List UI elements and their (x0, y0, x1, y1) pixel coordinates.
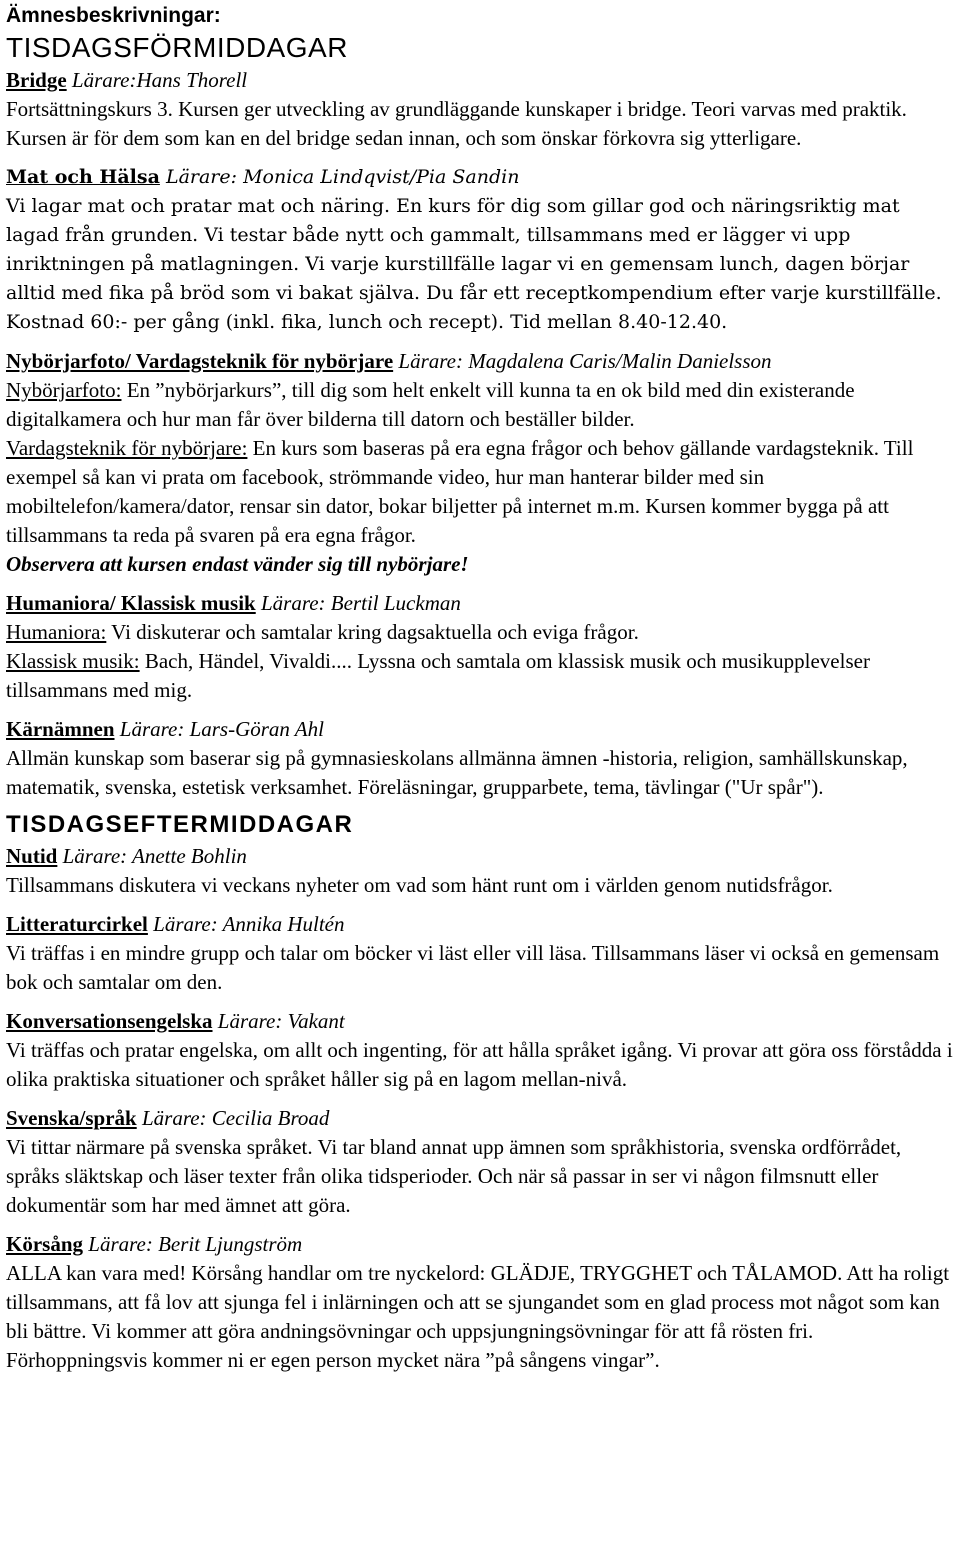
course-title: Svenska/språk (6, 1106, 137, 1130)
course-teacher: Lärare: Vakant (217, 1009, 345, 1033)
course-title: Mat och Hälsa (6, 166, 160, 188)
sub-course-label: Nybörjarfoto: (6, 378, 122, 402)
course-description (6, 647, 954, 705)
course-head (6, 163, 954, 192)
course-title: Nutid (6, 844, 58, 868)
course-title: Kärnämnen (6, 717, 115, 741)
course-teacher: Lärare: Berit Ljungström (88, 1232, 303, 1256)
course-description: Tillsammans diskutera vi veckans nyheter om vad som hänt runt om i världen genom nutidsfrågor. (6, 873, 833, 897)
course-head (6, 1007, 954, 1036)
course-teacher: Lärare: Cecilia Broad (141, 1106, 330, 1130)
course-korsang (6, 1230, 954, 1375)
course-bridge (6, 66, 954, 153)
course-description: Vi tittar närmare på svenska språket. Vi tar bland annat upp ämnen som språkhistoria, svenska ordförrådet, språks släktskap och läser texter från olika tidsperioder. Och när så passar in ser vi någon filmsnutt eller dokumentär som har med ämnet att göra. (6, 1135, 902, 1217)
sub-course-label: Vardagsteknik för nybörjare: (6, 436, 248, 460)
course-head (6, 1104, 954, 1133)
course-humaniora (6, 589, 954, 705)
course-title: Humaniora/ Klassisk musik (6, 591, 256, 615)
course-teacher: Lärare:Hans Thorell (71, 68, 248, 92)
course-nutid (6, 842, 954, 900)
course-head (6, 910, 954, 939)
course-title: Konversationsengelska (6, 1009, 213, 1033)
course-svenska-sprak (6, 1104, 954, 1220)
morning-heading: TISDAGSFÖRMIDDAGAR (6, 32, 348, 63)
course-description (6, 376, 954, 434)
course-teacher: Lärare: Anette Bohlin (62, 844, 247, 868)
course-title: Nybörjarfoto/ Vardagsteknik för nybörjare (6, 349, 394, 373)
course-head (6, 842, 954, 871)
course-konversationsengelska (6, 1007, 954, 1094)
course-karnamnen (6, 715, 954, 802)
course-head (6, 66, 954, 95)
course-mat-och-halsa (6, 163, 954, 337)
course-description (6, 618, 954, 647)
sub-course-text: En kurs som baseras på era egna frågor och behov gällande vardagsteknik. Till exempel så kan vi prata om facebook, strömmande video, hur man hanterar bilder med sin mobiltelefon/kamera/dator, rensar sin dator, bokar biljetter på internet m.m. Kursen kommer bygga på att tillsammans ta reda på svaren på era egna frågor. (6, 436, 914, 547)
course-nyborjarfoto (6, 347, 954, 579)
afternoon-heading: TISDAGSEFTERMIDDAGAR (6, 811, 354, 838)
sub-course-text: Vi diskuterar och samtalar kring dagsaktuella och eviga frågor. (106, 620, 639, 644)
course-description: ALLA kan vara med! Körsång handlar om tre nyckelord: GLÄDJE, TRYGGHET och TÅLAMOD. Att ha roligt tillsammans, att få lov att sjunga fel i inlärningen och att se sjungandet som en glad process mot något som kan bli bättre. Vi kommer att göra andningsövningar och uppsjungningsövningar för att få rösten fri. Förhoppningsvis kommer ni er egen person mycket nära ”på sångens vingar”. (6, 1261, 950, 1372)
course-teacher: Lärare: Magdalena Caris/Malin Danielsson (398, 349, 772, 373)
course-title: Litteraturcirkel (6, 912, 148, 936)
course-head (6, 715, 954, 744)
course-description: Vi träffas och pratar engelska, om allt och ingenting, för att hålla språket igång. Vi provar att göra oss förstådda i olika praktiska situationer och språket håller sig på en lagom mellan-nivå. (6, 1038, 953, 1091)
course-teacher: Lärare: Bertil Luckman (260, 591, 461, 615)
course-note: Observera att kursen endast vänder sig till nybörjare! (6, 552, 469, 576)
course-teacher: Lärare: Lars-Göran Ahl (119, 717, 324, 741)
sub-course-text: En ”nybörjarkurs”, till dig som helt enkelt vill kunna ta en ok bild med din existerande digitalkamera och hur man får över bilderna till datorn och beställer bilder. (6, 378, 855, 431)
course-description: Vi träffas i en mindre grupp och talar om böcker vi läst eller vill läsa. Tillsammans läser vi också en gemensam bok och samtalar om den. (6, 941, 940, 994)
course-description (6, 434, 954, 550)
course-description: Allmän kunskap som baserar sig på gymnasieskolans allmänna ämnen -historia, religion, samhällskunskap, matematik, svenska, estetisk verksamhet. Föreläsningar, grupparbete, tema, tävlingar ("Ur spår"). (6, 746, 908, 799)
course-litteraturcirkel (6, 910, 954, 997)
document-title: Ämnesbeskrivningar: (6, 4, 221, 27)
sub-course-label: Humaniora: (6, 620, 107, 644)
course-teacher: Lärare: Annika Hultén (153, 912, 345, 936)
course-description: Fortsättningskurs 3. Kursen ger utveckling av grundläggande kunskaper i bridge. Teori varvas med praktik. Kursen är för dem som kan en del bridge sedan innan, och som önskar förkovra sig ytterligare. (6, 97, 907, 150)
course-title: Bridge (6, 68, 67, 92)
course-head (6, 347, 954, 376)
course-description: Vi lagar mat och pratar mat och näring. En kurs för dig som gillar god och näringsriktig mat lagad från grunden. Vi testar både nytt och gammalt, tillsammans med er lägger vi upp inriktningen på matlagningen. Vi varje kurstillfälle lagar vi en gemensam lunch, dagen börjar alltid med fika på bröd som vi bakat själva. Du får ett receptkompendium efter varje kurstillfälle. Kostnad 60:- per gång (inkl. fika, lunch och recept). Tid mellan 8.40-12.40. (6, 195, 942, 333)
course-head (6, 589, 954, 618)
sub-course-text: Bach, Händel, Vivaldi.... Lyssna och samtala om klassisk musik och musikupplevelser tillsammans med mig. (6, 649, 870, 702)
sub-course-label: Klassisk musik: (6, 649, 140, 673)
course-title: Körsång (6, 1232, 84, 1256)
course-teacher: Lärare: Monica Lindqvist/Pia Sandin (165, 166, 520, 188)
course-head (6, 1230, 954, 1259)
